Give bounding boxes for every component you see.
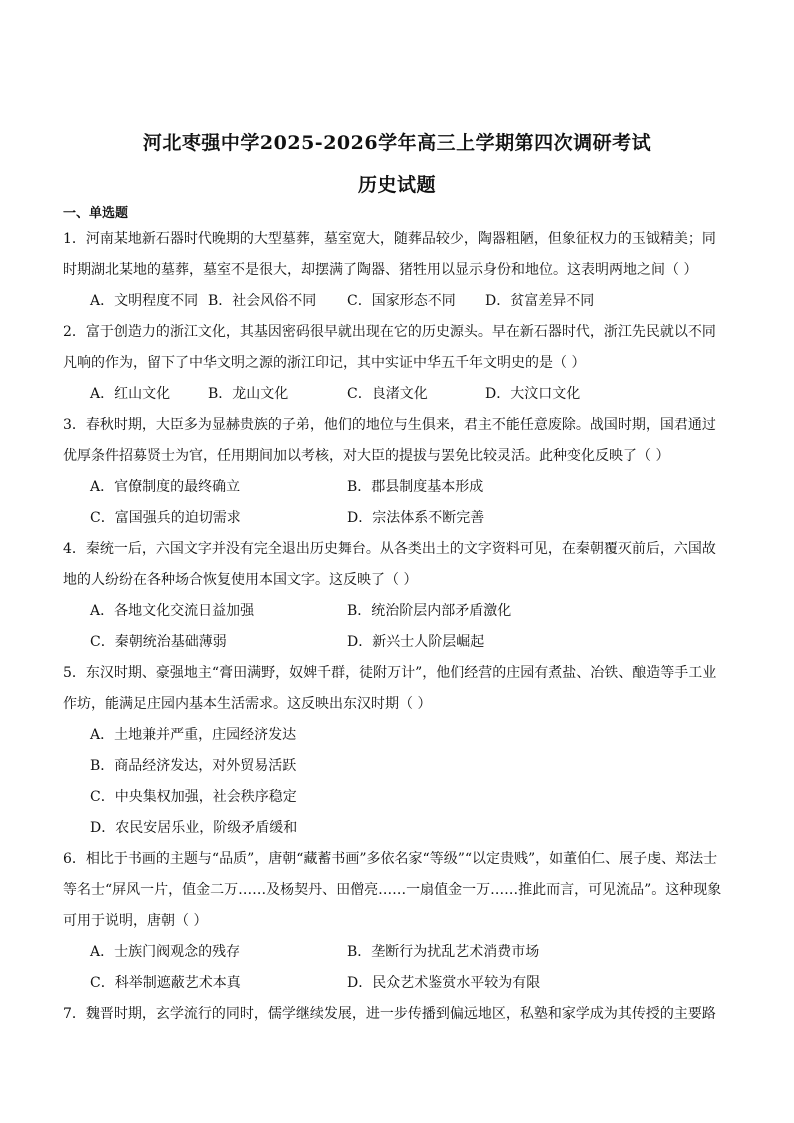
option-row xyxy=(63,472,733,503)
option-row xyxy=(63,937,733,968)
option-d[interactable]: D．农民安居乐业，阶级矛盾缓和 xyxy=(90,820,298,836)
option-d[interactable]: D．贫富差异不同 xyxy=(485,293,595,309)
exam-subject-title: 历史试题 xyxy=(357,174,436,196)
question-number: 6． xyxy=(63,851,86,867)
option-a[interactable]: A．士族门阀观念的残存 xyxy=(90,944,241,960)
exam-title: 河北枣强中学2025-2026学年高三上学期第四次调研考试 xyxy=(142,132,652,154)
question-text: 相比于书画的主题与“品质”，唐朝“藏蓄书画”多依名家“等级”“以定贵贱”，如董伯仁、展子虔、郑法士 xyxy=(85,851,718,867)
option-c[interactable]: C．秦朝统治基础薄弱 xyxy=(90,634,227,650)
question-text: 等名士“屏风一片，值金二万……及杨契丹、田僧亮……一扇值金一万……推此而言，可见流品”。这种现象 xyxy=(63,882,722,898)
question-number: 1． xyxy=(63,231,86,247)
option-row xyxy=(63,379,733,410)
question-text: 魏晋时期，玄学流行的同时，儒学继续发展，进一步传播到偏远地区，私塾和家学成为其传授的主要路 xyxy=(85,1006,716,1022)
option-c[interactable]: C．科举制遮蔽艺术本真 xyxy=(90,975,241,991)
question-3 xyxy=(63,410,733,534)
option-b[interactable]: B．龙山文化 xyxy=(208,386,289,402)
question-text: 东汉时期、豪强地主“膏田满野，奴婢千群，徒附万计”，他们经营的庄园有煮盐、冶铁、酿造等手工业 xyxy=(85,665,717,681)
option-b[interactable]: B．统治阶层内部矛盾激化 xyxy=(347,603,512,619)
option-b[interactable]: B．商品经济发达，对外贸易活跃 xyxy=(90,758,297,774)
question-text: 优厚条件招募贤士为官，任用期间加以考核，对大臣的提拔与罢免比较灵活。此种变化反映了（ ） xyxy=(63,448,670,464)
section-heading: 一、单选题 xyxy=(63,206,129,221)
question-number: 7． xyxy=(63,1006,86,1022)
option-d[interactable]: D．新兴士人阶层崛起 xyxy=(347,634,485,650)
option-row xyxy=(63,596,733,627)
question-6 xyxy=(63,844,733,999)
option-d[interactable]: D．大汶口文化 xyxy=(485,386,581,402)
option-row xyxy=(63,968,733,999)
question-text: 秦统一后，六国文字并没有完全退出历史舞台。从各类出土的文字资料可见，在秦朝覆灭前后，六国故 xyxy=(85,541,716,557)
option-b[interactable]: B．社会风俗不同 xyxy=(208,293,317,309)
question-text: 时期湖北某地的墓葬，墓室不是很大，却摆满了陶器、猪牲用以显示身份和地位。这表明两地之间（ ） xyxy=(63,262,698,278)
option-a[interactable]: A．红山文化 xyxy=(90,386,171,402)
option-a[interactable]: A．官僚制度的最终确立 xyxy=(90,479,241,495)
question-text: 富于创造力的浙江文化，其基因密码很早就出现在它的历史源头。早在新石器时代，浙江先民就以不同 xyxy=(85,324,716,340)
question-text: 作坊，能满足庄园内基本生活需求。这反映出东汉时期（ ） xyxy=(63,696,432,712)
option-b[interactable]: B．垄断行为扰乱艺术消费市场 xyxy=(347,944,540,960)
question-number: 4． xyxy=(63,541,86,557)
question-text: 春秋时期，大臣多为显赫贵族的子弟，他们的地位与生俱来，君主不能任意废除。战国时期，国君通过 xyxy=(85,417,716,433)
question-number: 3． xyxy=(63,417,86,433)
option-row xyxy=(63,627,733,658)
option-c[interactable]: C．国家形态不同 xyxy=(347,293,456,309)
question-2 xyxy=(63,317,733,410)
question-text: 可用于说明，唐朝（ ） xyxy=(63,913,208,929)
option-row xyxy=(63,286,733,317)
question-4 xyxy=(63,534,733,658)
question-number: 2． xyxy=(63,324,86,340)
option-c[interactable]: C．中央集权加强，社会秩序稳定 xyxy=(90,789,297,805)
option-d[interactable]: D．宗法体系不断完善 xyxy=(347,510,485,526)
question-text: 河南某地新石器时代晚期的大型墓葬，墓室宽大，随葬品较少，陶器粗陋，但象征权力的玉钺精美；同 xyxy=(85,231,716,247)
question-1 xyxy=(63,224,733,317)
option-a[interactable]: A．各地文化交流日益加强 xyxy=(90,603,255,619)
question-7 xyxy=(63,999,733,1030)
question-text: 地的人纷纷在各种场合恢复使用本国文字。这反映了（ ） xyxy=(63,572,418,588)
option-b[interactable]: B．郡县制度基本形成 xyxy=(347,479,484,495)
question-list xyxy=(63,224,733,1030)
option-c[interactable]: C．富国强兵的迫切需求 xyxy=(90,510,241,526)
option-a[interactable]: A．文明程度不同 xyxy=(90,293,199,309)
option-d[interactable]: D．民众艺术鉴赏水平较为有限 xyxy=(347,975,541,991)
question-text: 凡响的作为，留下了中华文明之源的浙江印记，其中实证中华五千年文明史的是（ ） xyxy=(63,355,586,371)
option-row xyxy=(63,503,733,534)
question-number: 5． xyxy=(63,665,86,681)
option-c[interactable]: C．良渚文化 xyxy=(347,386,428,402)
option-a[interactable]: A．土地兼并严重，庄园经济发达 xyxy=(90,727,297,743)
question-5 xyxy=(63,658,733,844)
